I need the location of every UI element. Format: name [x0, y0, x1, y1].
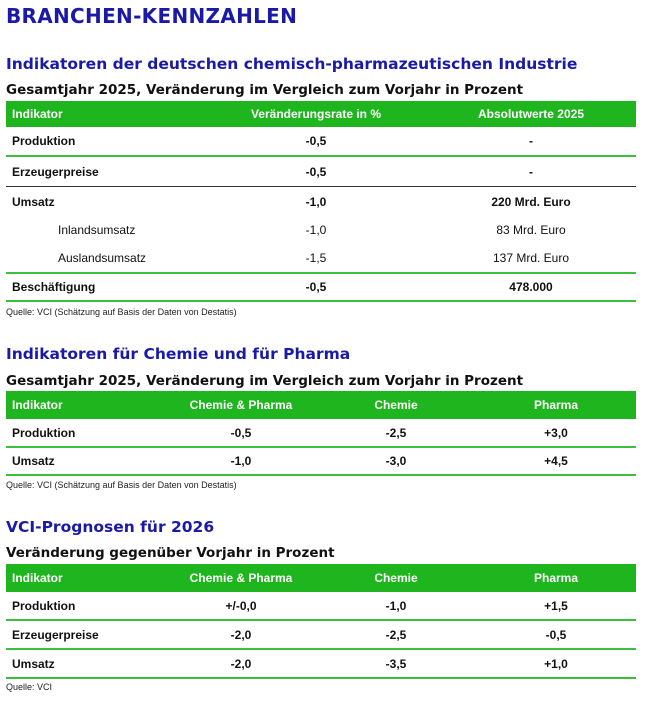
page-title: BRANCHEN-KENNZAHLEN [6, 4, 298, 28]
cell-absolute: 478.000 [509, 280, 553, 294]
section1-title: Indikatoren der deutschen chemisch-pharmazeutischen Industrie [6, 55, 578, 73]
cell-indicator: Umsatz [12, 454, 55, 468]
cell-chem-pharma: -0,5 [230, 425, 252, 440]
header-absolute-values: Absolutwerte 2025 [477, 107, 585, 121]
header-pharma: Pharma [533, 398, 579, 412]
section3-title: VCI-Prognosen für 2026 [6, 518, 215, 536]
header-chemie: Chemie [374, 398, 418, 412]
table-row [6, 621, 636, 650]
header-indicator: Indikator [12, 398, 63, 412]
header-pharma: Pharma [533, 571, 579, 585]
cell-change-rate: -0,5 [305, 134, 327, 148]
chem-pharma-indicators-table [6, 391, 636, 476]
table-row [6, 187, 636, 216]
table-row [6, 157, 636, 187]
table-row [6, 650, 636, 679]
section1-source: Quelle: VCI (Schätzung auf Basis der Daten von Destatis) [6, 307, 237, 317]
header-change-rate: Veränderungsrate in % [250, 107, 382, 121]
section2-source: Quelle: VCI (Schätzung auf Basis der Daten von Destatis) [6, 480, 237, 490]
section2-subtitle: Gesamtjahr 2025, Veränderung im Vergleich zum Vorjahr in Prozent [6, 373, 524, 389]
cell-chemie: -3,0 [385, 454, 407, 468]
table-row [6, 448, 636, 476]
section2-title: Indikatoren für Chemie und für Pharma [6, 345, 351, 363]
cell-change-rate: -1,0 [305, 194, 327, 209]
cell-chemie: -1,0 [385, 598, 407, 613]
header-chem-pharma: Chemie & Pharma [189, 571, 293, 585]
cell-change-rate: -0,5 [305, 280, 327, 294]
cell-absolute: 137 Mrd. Euro [492, 251, 570, 265]
cell-indicator: Erzeugerpreise [12, 627, 99, 642]
industry-indicators-table [6, 101, 636, 302]
cell-chem-pharma: -2,0 [230, 656, 252, 671]
cell-absolute: - [529, 134, 533, 148]
header-indicator: Indikator [12, 571, 63, 585]
table-header [6, 564, 636, 592]
cell-change-rate: -1,0 [305, 223, 327, 237]
cell-pharma: +3,0 [544, 425, 568, 440]
table-row [6, 274, 636, 302]
section3-subtitle: Veränderung gegenüber Vorjahr in Prozent [6, 545, 335, 561]
cell-indicator: Auslandsumsatz [58, 251, 147, 265]
table-row [6, 216, 636, 244]
cell-indicator: Produktion [12, 598, 76, 613]
cell-pharma: -0,5 [545, 627, 567, 642]
cell-indicator: Umsatz [12, 194, 55, 209]
table-header [6, 101, 636, 127]
section1-subtitle: Gesamtjahr 2025, Veränderung im Vergleich zum Vorjahr in Prozent [6, 82, 524, 98]
cell-absolute: 220 Mrd. Euro [491, 194, 571, 209]
header-chem-pharma: Chemie & Pharma [189, 398, 293, 412]
table-row [6, 244, 636, 274]
table-row [6, 127, 636, 157]
header-chemie: Chemie [374, 571, 418, 585]
cell-indicator: Inlandsumsatz [58, 223, 136, 237]
table-header [6, 391, 636, 419]
vci-forecast-table [6, 564, 636, 679]
table-row [6, 592, 636, 621]
cell-chemie: -2,5 [385, 425, 407, 440]
cell-indicator: Produktion [12, 425, 76, 440]
cell-absolute: - [529, 164, 533, 179]
cell-pharma: +1,0 [544, 656, 568, 671]
cell-pharma: +1,5 [544, 598, 568, 613]
cell-indicator: Umsatz [12, 656, 55, 671]
cell-chem-pharma: -1,0 [230, 454, 252, 468]
cell-pharma: +4,5 [544, 454, 568, 468]
cell-chem-pharma: -2,0 [230, 627, 252, 642]
cell-chemie: -2,5 [385, 627, 407, 642]
cell-indicator: Erzeugerpreise [12, 164, 99, 179]
header-indicator: Indikator [12, 107, 63, 121]
cell-change-rate: -0,5 [305, 164, 327, 179]
cell-chem-pharma: +/-0,0 [225, 598, 257, 613]
cell-change-rate: -1,5 [305, 251, 327, 265]
table-row [6, 419, 636, 448]
cell-chemie: -3,5 [385, 656, 407, 671]
cell-indicator: Beschäftigung [12, 280, 96, 294]
cell-absolute: 83 Mrd. Euro [496, 223, 566, 237]
cell-indicator: Produktion [12, 134, 76, 148]
section3-source: Quelle: VCI [6, 682, 53, 692]
